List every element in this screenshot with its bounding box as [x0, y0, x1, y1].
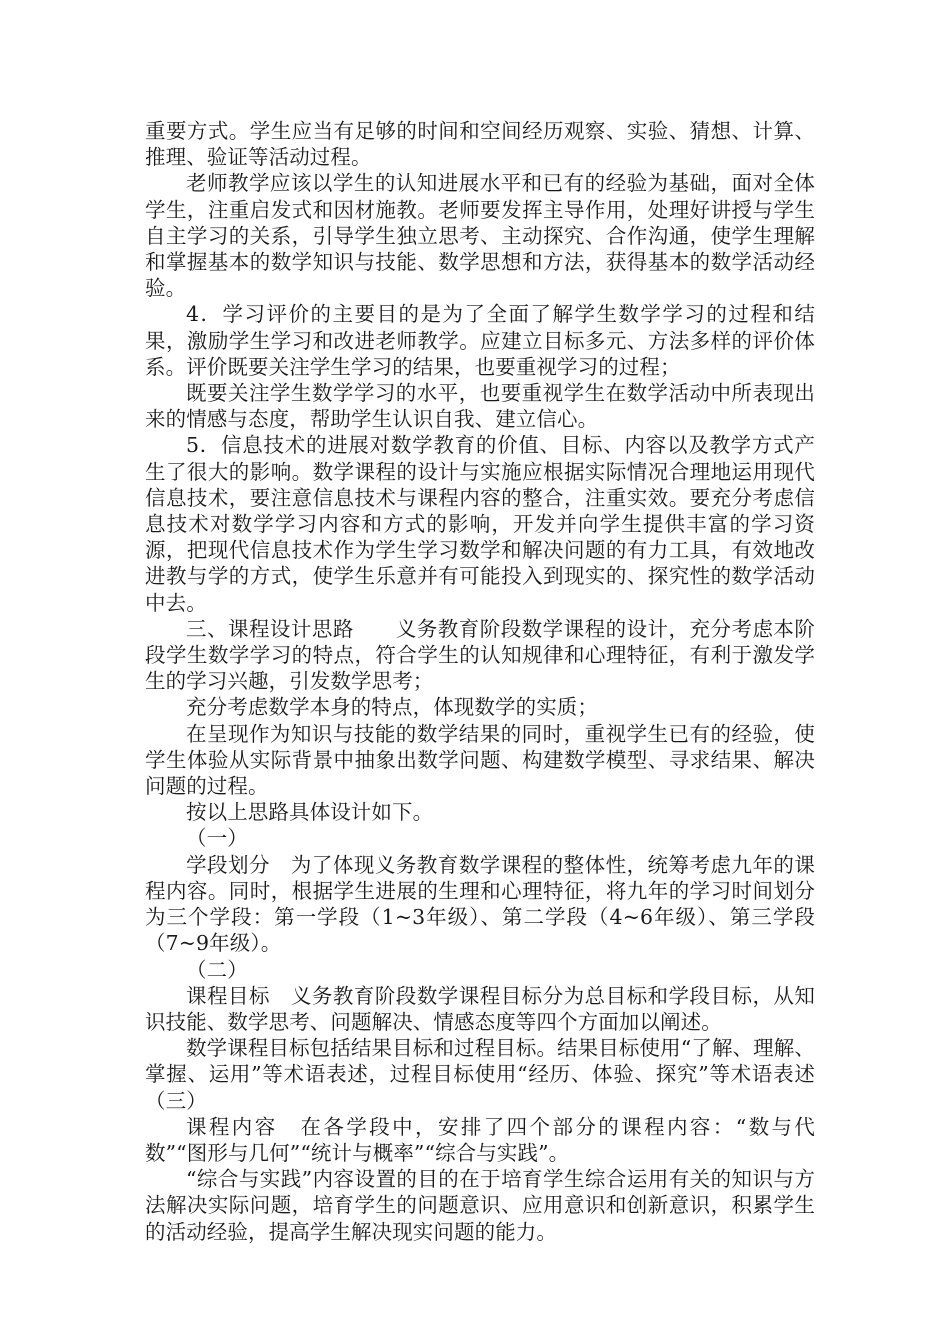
paragraph: 4．学习评价的主要目的是为了全面了解学生数学学习的过程和结果，激励学生学习和改进老师教学。应建立目标多元、方法多样的评价体系。评价既要关注学生学习的结果，也要重视学习的过程；	[145, 302, 815, 379]
subsection-number: （二）	[186, 957, 248, 982]
paragraph: 老师教学应该以学生的认知进展水平和已有的经验为基础，面对全体学生，注重启发式和因材施教。老师要发挥主导作用，处理好讲授与学生自主学习的关系，引导学生独立思考、主动探究、合作沟通，使学生理解和掌握基本的数学知识与技能、数学思想和方法，获得基本的数学活动经验。	[145, 171, 815, 301]
paragraph: 充分考虑数学本身的特点，体现数学的实质；	[186, 695, 598, 720]
paragraph: “综合与实践”内容设置的目的在于培育学生综合运用有关的知识与方法解决实际问题，培育学生的问题意识、应用意识和创新意识，积累学生的活动经验，提高学生解决现实问题的能力。	[145, 1167, 815, 1244]
section-heading-paragraph: 三、课程设计思路 义务教育阶段数学课程的设计，充分考虑本阶段学生数学学习的特点，符合学生的认知规律和心理特征，有利于激发学生的学习兴趣，引发数学思考；	[145, 616, 815, 694]
paragraph: 既要关注学生数学学习的水平，也要重视学生在数学活动中所表现出来的情感与态度，帮助学生认识自我、建立信心。	[145, 381, 815, 432]
paragraph: 重要方式。学生应当有足够的时间和空间经历观察、实验、猜想、计算、推理、验证等活动过程。	[145, 119, 815, 170]
paragraph: 课程内容 在各学段中，安排了四个部分的课程内容：“数与代数”“图形与几何”“统计与概率”“综合与实践”。	[145, 1114, 815, 1165]
document-page	[145, 118, 836, 1245]
paragraph: 课程目标 义务教育阶段数学课程目标分为总目标和学段目标，从知识技能、数学思考、问题解决、情感态度等四个方面加以阐述。	[145, 983, 815, 1034]
subsection-number: （一）	[186, 826, 248, 851]
paragraph: 学段划分 为了体现义务教育数学课程的整体性，统筹考虑九年的课程内容。同时，根据学生进展的生理和心理特征，将九年的学习时间划分为三个学段：第一学段（1~3年级）、第二学段（4~6年级）、第三学段（7~9年级）。	[145, 852, 815, 956]
paragraph: 按以上思路具体设计如下。	[186, 800, 434, 825]
paragraph: 数学课程目标包括结果目标和过程目标。结果目标使用“了解、理解、掌握、运用”等术语表述，过程目标使用“经历、体验、探究”等术语表述 （三）	[145, 1036, 836, 1113]
paragraph: 在呈现作为知识与技能的数学结果的同时，重视学生已有的经验，使学生体验从实际背景中抽象出数学问题、构建数学模型、寻求结果、解决问题的过程。	[145, 721, 815, 799]
paragraph: 5．信息技术的进展对数学教育的价值、目标、内容以及教学方式产生了很大的影响。数学课程的设计与实施应根据实际情况合理地运用现代信息技术，要注意信息技术与课程内容的整合，注重实效。要充分考虑信息技术对数学学习内容和方式的影响，开发并向学生提供丰富的学习资源，把现代信息技术作为学生学习数学和解决问题的有力工具，有效地改进教与学的方式，使学生乐意并有可能投入到现实的、探究性的数学活动中去。	[145, 433, 815, 615]
